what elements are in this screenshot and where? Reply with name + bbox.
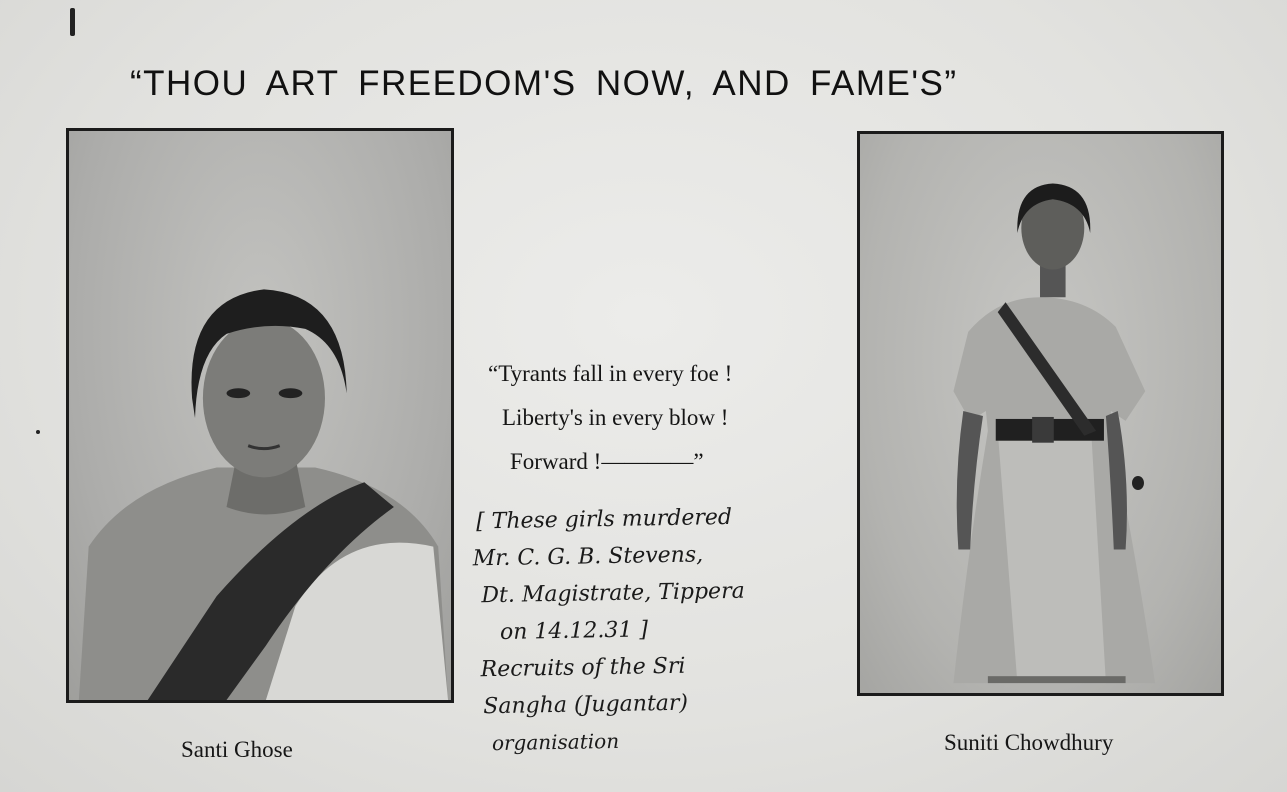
paper-speck <box>36 430 40 434</box>
note-line: Recruits of the Sri <box>480 653 686 683</box>
paper-speck <box>1132 476 1144 490</box>
poem-line: “Tyrants fall in every foe ! <box>488 361 733 386</box>
note-line: Mr. C. G. B. Stevens, <box>472 542 704 572</box>
portrait-left-figure <box>69 131 451 700</box>
handwritten-annotation <box>472 497 866 763</box>
paper-mark <box>70 8 75 36</box>
note-line: organisation <box>491 728 620 756</box>
note-line: Dt. Magistrate, Tippera <box>481 578 745 609</box>
portrait-right-figure <box>860 134 1221 693</box>
portrait-left-caption: Santi Ghose <box>181 737 293 762</box>
poem-quote <box>488 352 732 484</box>
document-title: “THOU ART FREEDOM'S NOW, AND FAME'S” <box>130 64 958 103</box>
note-line: on 14.12.31 ] <box>499 617 649 645</box>
poem-line: Forward !————” <box>510 449 704 474</box>
poem-line: Liberty's in every blow ! <box>502 405 729 430</box>
note-line: [ These girls murdered <box>475 504 733 535</box>
portrait-right-caption: Suniti Chowdhury <box>944 730 1114 755</box>
portrait-left-photo <box>66 128 454 703</box>
note-line: Sangha (Jugantar) <box>483 690 689 720</box>
portrait-right-photo <box>857 131 1224 696</box>
